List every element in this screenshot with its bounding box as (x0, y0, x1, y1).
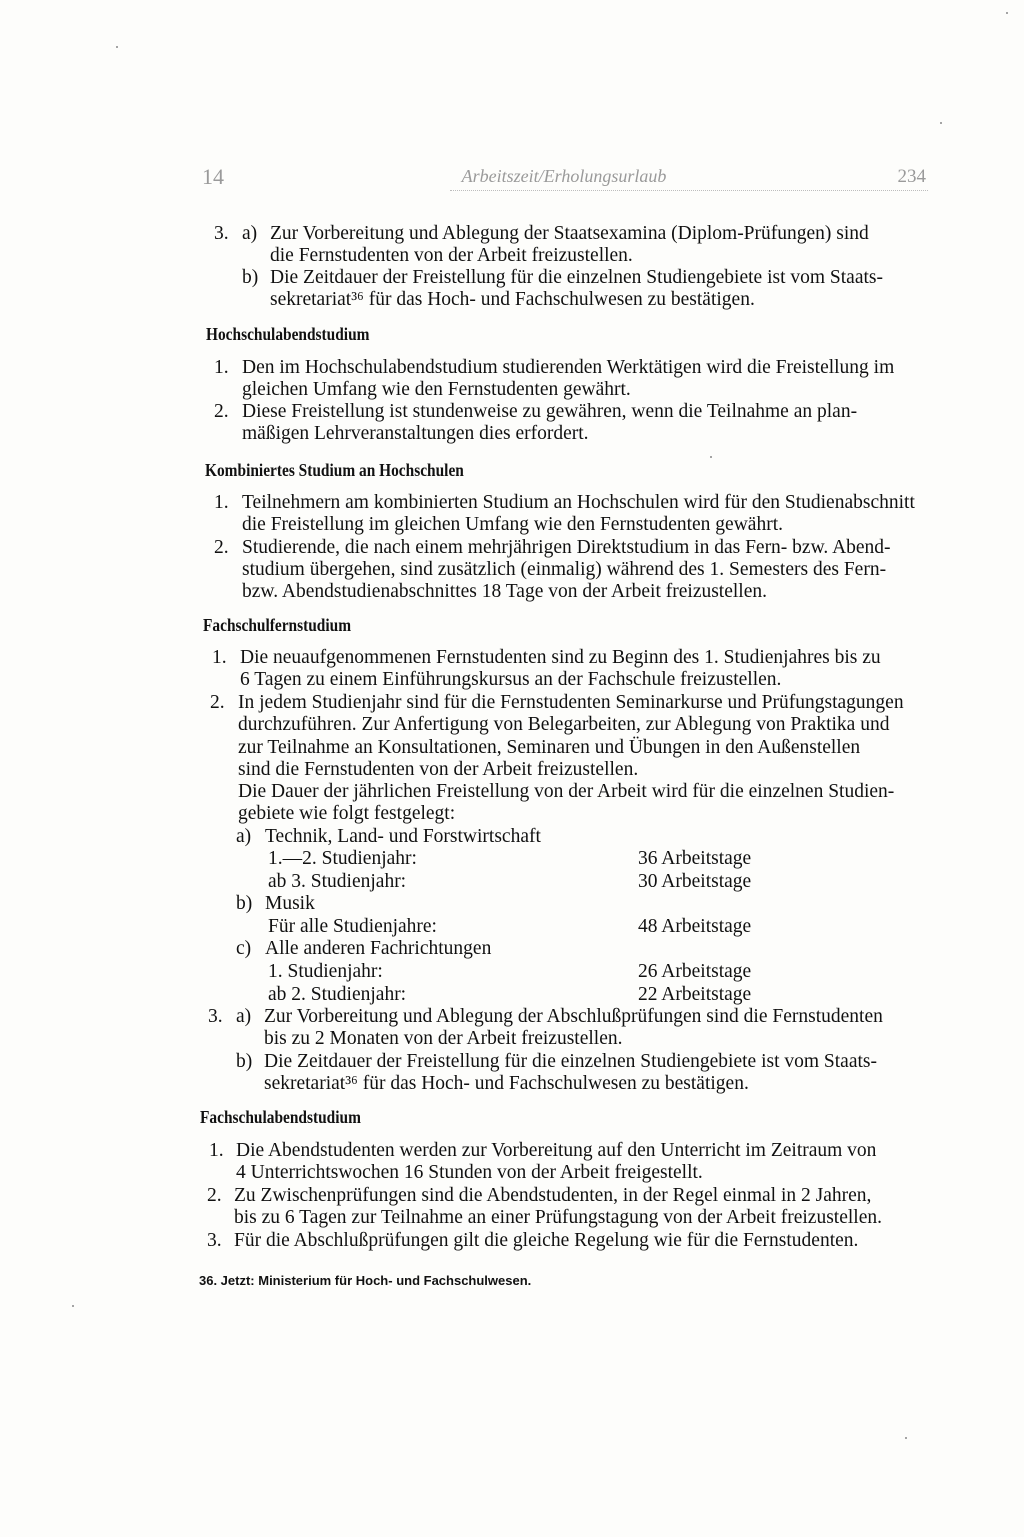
text-line: Zur Vorbereitung und Ablegung der Staatsexamina (Diplom-Prüfungen) sind (270, 223, 869, 244)
schedule-row-label: 1.—2. Studienjahr: (268, 848, 417, 869)
running-head (200, 160, 928, 194)
text-line: Die neuaufgenommenen Fernstudenten sind zu Beginn des 1. Studienjahres bis zu (240, 647, 881, 668)
text-line: gebiete wie folgt festgelegt: (238, 803, 456, 824)
sub-item-label: b) (236, 1051, 253, 1072)
text-line: die Freistellung im gleichen Umfang wie den Fernstudenten gewährt. (242, 514, 783, 535)
section-heading: Fachschulfernstudium (203, 615, 352, 635)
text-line: Den im Hochschulabendstudium studierenden Werktätigen wird die Freistellung im (242, 357, 895, 378)
item-number: 1. (214, 492, 229, 513)
schedule-group-title: Technik, Land- und Forstwirtschaft (265, 826, 541, 847)
running-title: Arbeitszeit/Erholungsurlaub (461, 166, 667, 186)
chapter-number: 14 (202, 164, 224, 189)
text-line: Für die Abschlußprüfungen gilt die gleiche Regelung wie für die Fernstudenten. (234, 1230, 859, 1251)
text-line: sekretariat³⁶ für das Hoch- und Fachschulwesen zu bestätigen. (270, 289, 755, 310)
text-line: sekretariat³⁶ für das Hoch- und Fachschulwesen zu bestätigen. (264, 1073, 749, 1094)
text-line: 4 Unterrichtswochen 16 Stunden von der Arbeit freigestellt. (236, 1162, 703, 1183)
schedule-row-value: 36 Arbeitstage (638, 848, 752, 869)
text-line: bzw. Abendstudienabschnittes 18 Tage von der Arbeit freizustellen. (242, 581, 767, 602)
text-line: durchzuführen. Zur Anfertigung von Belegarbeiten, zur Ablegung von Praktika und (238, 714, 890, 735)
text-line: In jedem Studienjahr sind für die Fernstudenten Seminarkurse und Prüfungstagungen (238, 692, 904, 713)
sub-item-label: a) (242, 223, 258, 244)
scan-speck (940, 122, 942, 124)
section-heading: Hochschulabendstudium (206, 324, 370, 344)
schedule-row-label: ab 2. Studienjahr: (268, 984, 407, 1005)
schedule-group-label: b) (236, 893, 253, 914)
schedule-group-label: c) (236, 938, 252, 959)
text-line: studium übergehen, sind zusätzlich (einmalig) während des 1. Semesters des Fern- (242, 559, 887, 580)
item-number: 1. (212, 647, 227, 668)
scan-speck (905, 1437, 907, 1439)
item-number: 2. (214, 401, 229, 422)
text-line: Die Zeitdauer der Freistellung für die einzelnen Studiengebiete ist vom Staats- (270, 267, 883, 288)
item-number: 3. (208, 1006, 223, 1027)
header-rule (450, 190, 928, 191)
item-number: 2. (210, 692, 225, 713)
item-number: 3. (214, 223, 229, 244)
item-number: 1. (209, 1140, 224, 1161)
text-line: Zur Vorbereitung und Ablegung der Abschlußprüfungen sind die Fernstudenten (264, 1006, 883, 1027)
schedule-row-label: 1. Studienjahr: (268, 961, 383, 982)
text-line: bis zu 6 Tagen zur Teilnahme an einer Prüfungstagung von der Arbeit freizustellen. (234, 1207, 882, 1228)
scan-speck (72, 1305, 74, 1307)
sub-item-label: b) (242, 267, 259, 288)
item-number: 2. (214, 537, 229, 558)
text-line: mäßigen Lehrveranstaltungen dies erfordert. (242, 423, 589, 444)
scan-speck (116, 46, 118, 48)
text-line: Zu Zwischenprüfungen sind die Abendstudenten, in der Regel einmal in 2 Jahren, (234, 1185, 872, 1206)
sub-item-label: a) (236, 1006, 252, 1027)
item-number: 2. (207, 1185, 222, 1206)
schedule-row-value: 26 Arbeitstage (638, 961, 752, 982)
text-line: Studierende, die nach einem mehrjährigen Direktstudium in das Fern- bzw. Abend- (242, 537, 891, 558)
text-line: 6 Tagen zu einem Einführungskursus an der Fachschule freizustellen. (240, 669, 782, 690)
schedule-group-title: Musik (265, 893, 315, 914)
text-line: die Fernstudenten von der Arbeit freizustellen. (270, 245, 633, 266)
schedule-row-label: ab 3. Studienjahr: (268, 871, 407, 892)
text-line: gleichen Umfang wie den Fernstudenten gewährt. (242, 379, 631, 400)
text-line: bis zu 2 Monaten von der Arbeit freizustellen. (264, 1028, 623, 1049)
item-number: 3. (207, 1230, 222, 1251)
page-number: 234 (897, 166, 926, 187)
schedule-row-value: 30 Arbeitstage (638, 871, 752, 892)
schedule-group-label: a) (236, 826, 252, 847)
scan-speck (1006, 12, 1008, 14)
text-line: Diese Freistellung ist stundenweise zu gewähren, wenn die Teilnahme an plan- (242, 401, 858, 422)
schedule-row-label: Für alle Studienjahre: (268, 916, 437, 937)
schedule-row-value: 48 Arbeitstage (638, 916, 752, 937)
section-heading: Kombiniertes Studium an Hochschulen (205, 460, 464, 480)
text-line: Teilnehmern am kombinierten Studium an Hochschulen wird für den Studienabschnitt (242, 492, 915, 513)
text-line: sind die Fernstudenten von der Arbeit freizustellen. (238, 759, 639, 780)
text-line: Die Dauer der jährlichen Freistellung von der Arbeit wird für die einzelnen Studien- (238, 781, 895, 802)
text-line: Die Abendstudenten werden zur Vorbereitung auf den Unterricht im Zeitraum von (236, 1140, 877, 1161)
text-line: zur Teilnahme an Konsultationen, Seminaren und Übungen in den Außenstellen (238, 737, 861, 758)
section-heading: Fachschulabendstudium (200, 1107, 361, 1127)
item-number: 1. (214, 357, 229, 378)
text-line: Die Zeitdauer der Freistellung für die einzelnen Studiengebiete ist vom Staats- (264, 1051, 877, 1072)
scan-speck (710, 456, 712, 458)
schedule-group-title: Alle anderen Fachrichtungen (265, 938, 492, 959)
schedule-row-value: 22 Arbeitstage (638, 984, 752, 1005)
footnote: 36. Jetzt: Ministerium für Hoch- und Fachschulwesen. (199, 1273, 532, 1288)
